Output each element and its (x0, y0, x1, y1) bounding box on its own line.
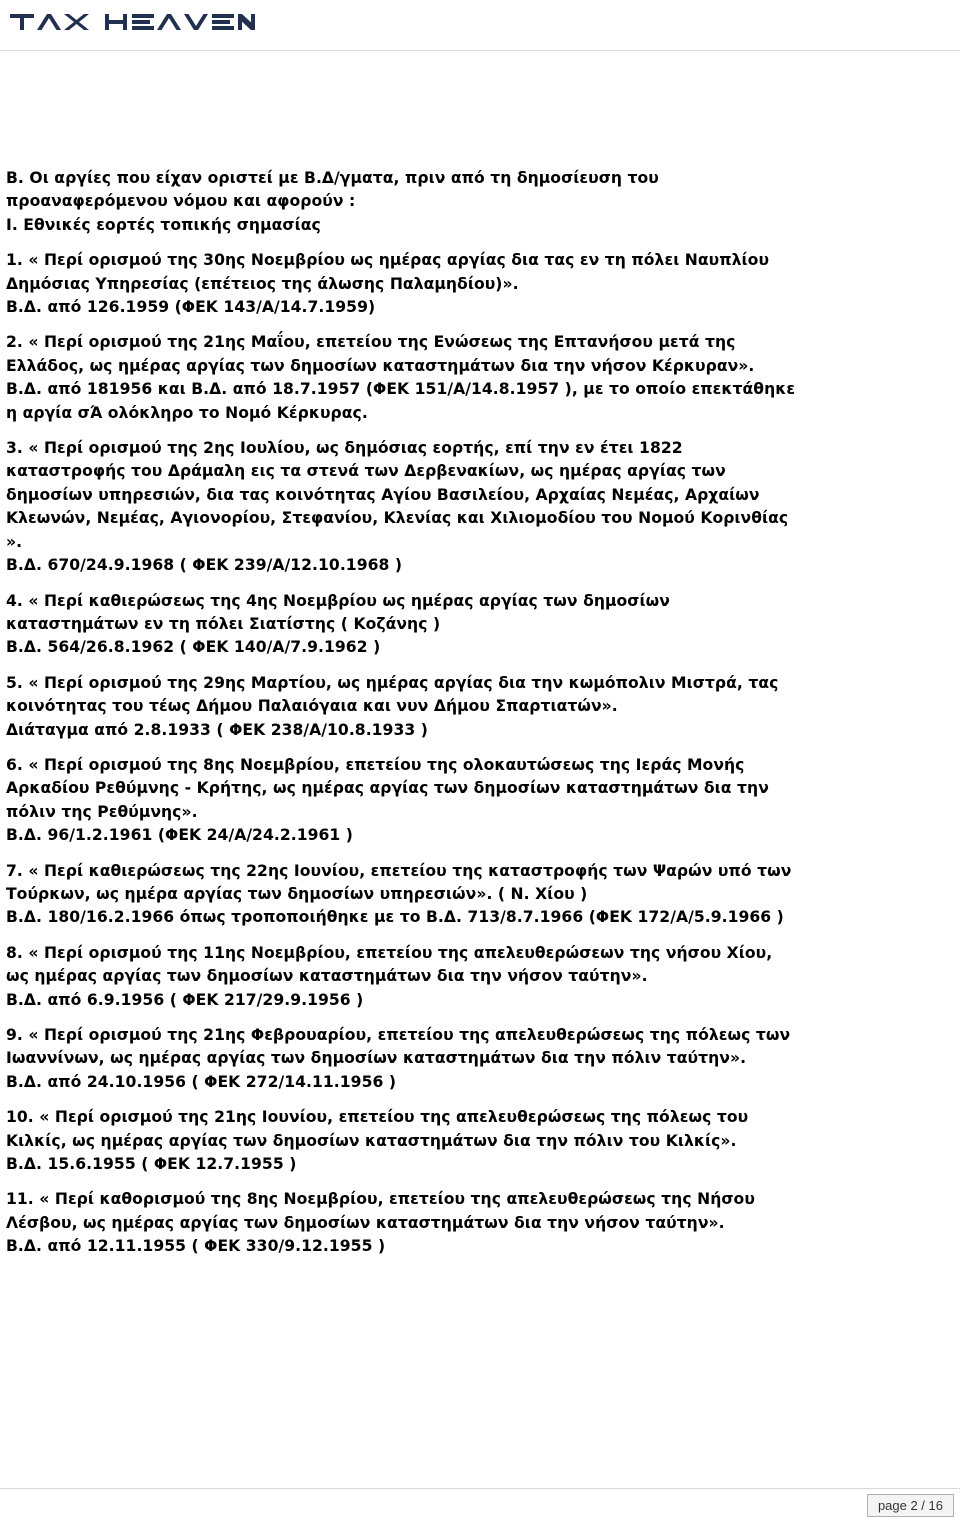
footer-divider (0, 1488, 960, 1489)
header-divider (0, 50, 960, 51)
logo-wordmark (10, 6, 255, 38)
paragraph-item-4: 4. « Περί καθιερώσεως της 4ης Νοεμβρίου ως ημέρας αργίας των δημοσίων καταστημάτων εν τη πόλει Σιατίστης ( Κοζάνης ) Β.Δ. 564/26.8.1962 ( ΦΕΚ 140/Α/7.9.1962 ) (6, 591, 670, 657)
paragraph-item-2: 2. « Περί ορισμού της 21ης Μαΐου, επετείου της Ενώσεως της Επτανήσου μετά της Ελλάδος, ως ημέρας αργίας των δημοσίων καταστημάτων δια την νήσον Κέρκυραν». Β.Δ. από 181956 και Β.Δ. από 18.7.1957 (ΦΕΚ 151/Α/14.8.1957 ), με το οποίο επεκτάθηκε η αργία σΆ ολόκληρο το Νομό Κέρκυρας. (6, 333, 796, 422)
document-body (6, 167, 956, 1271)
paragraph-item-11: 11. « Περί καθορισμού της 8ης Νοεμβρίου, επετείου της απελευθερώσεως της Νήσου Λέσβου, ως ημέρας αργίας των δημοσίων καταστημάτων δια την νήσον ταύτην». Β.Δ. από 12.11.1955 ( ΦΕΚ 330/9.12.1955 ) (6, 1190, 755, 1256)
paragraph-item-7: 7. « Περί καθιερώσεως της 22ης Ιουνίου, επετείου της καταστροφής των Ψαρών υπό των Τούρκων, ως ημέρα αργίας των δημοσίων υπηρεσιών». ( Ν. Χίου ) Β.Δ. 180/16.2.1966 όπως τροποποιήθηκε με το Β.Δ. 713/8.7.1966 (ΦΕΚ 172/Α/5.9.1966 ) (6, 861, 792, 927)
paragraph-section-b: Β. Οι αργίες που είχαν οριστεί με Β.Δ/γματα, πριν από τη δημοσίευση του προαναφερόμενου νόμου και αφορούν : Ι. Εθνικές εορτές τοπικής σημασίας (6, 169, 659, 234)
paragraph-item-6: 6. « Περί ορισμού της 8ης Νοεμβρίου, επετείου της ολοκαυτώσεως της Ιεράς Μονής Αρκαδίου Ρεθύμνης - Κρήτης, ως ημέρας αργίας των δημοσίων καταστημάτων δια την πόλιν της Ρεθύμνης». Β.Δ. 96/1.2.1961 (ΦΕΚ 24/Α/24.2.1961 ) (6, 755, 769, 845)
paragraph-item-5: 5. « Περί ορισμού της 29ης Μαρτίου, ως ημέρας αργίας δια την κωμόπολιν Μιστρά, τας κοινότητας του τέως Δήμου Παλαιόγαια και νυν Δήμου Σπαρτιατών». Διάταγμα από 2.8.1933 ( ΦΕΚ 238/Α/10.8.1933 ) (6, 673, 779, 739)
paragraph-item-1: 1. « Περί ορισμού της 30ης Νοεμβρίου ως ημέρας αργίας δια τας εν τη πόλει Ναυπλίου Δημόσιας Υπηρεσίας (επέτειος της άλωσης Παλαμηδίου)». Β.Δ. από 126.1959 (ΦΕΚ 143/Α/14.7.1959) (6, 251, 770, 317)
paragraph-item-3: 3. « Περί ορισμού της 2ης Ιουλίου, ως δημόσιας εορτής, επί την εν έτει 1822 καταστροφής του Δράμαλη εις τα στενά των Δερβενακίων, ως ημέρας αργίας των δημοσίων υπηρεσιών, δια τας κοινότητας Αγίου Βασιλείου, Αρχαίας Νεμέας, Αρχαίων Κλεωνών, Νεμέας, Αγιονορίου, Στεφανίου, Κλενίας και Χιλιομοδίου του Νομού Κορινθίας ». Β.Δ. 670/24.9.1968 ( ΦΕΚ 239/Α/12.10.1968 ) (6, 439, 789, 575)
paragraph-item-10: 10. « Περί ορισμού της 21ης Ιουνίου, επετείου της απελευθερώσεως της πόλεως του Κιλκίς, ως ημέρας αργίας των δημοσίων καταστημάτων δια την πόλιν του Κιλκίς». Β.Δ. 15.6.1955 ( ΦΕΚ 12.7.1955 ) (6, 1108, 749, 1174)
tax-heaven-logo (10, 6, 255, 38)
paragraph-item-8: 8. « Περί ορισμού της 11ης Νοεμβρίου, επετείου της απελευθερώσεων της νήσου Χίου, ως ημέρας αργίας των δημοσίων καταστημάτων δια την νήσον ταύτην». Β.Δ. από 6.9.1956 ( ΦΕΚ 217/29.9.1956 ) (6, 943, 773, 1009)
page-number-label: page 2 / 16 (867, 1494, 954, 1517)
paragraph-item-9: 9. « Περί ορισμού της 21ης Φεβρουαρίου, επετείου της απελευθερώσεως της πόλεως των Ιωαννίνων, ως ημέρας αργίας των δημοσίων καταστημάτων δια την πόλιν ταύτην». Β.Δ. από 24.10.1956 ( ΦΕΚ 272/14.11.1956 ) (6, 1026, 791, 1091)
